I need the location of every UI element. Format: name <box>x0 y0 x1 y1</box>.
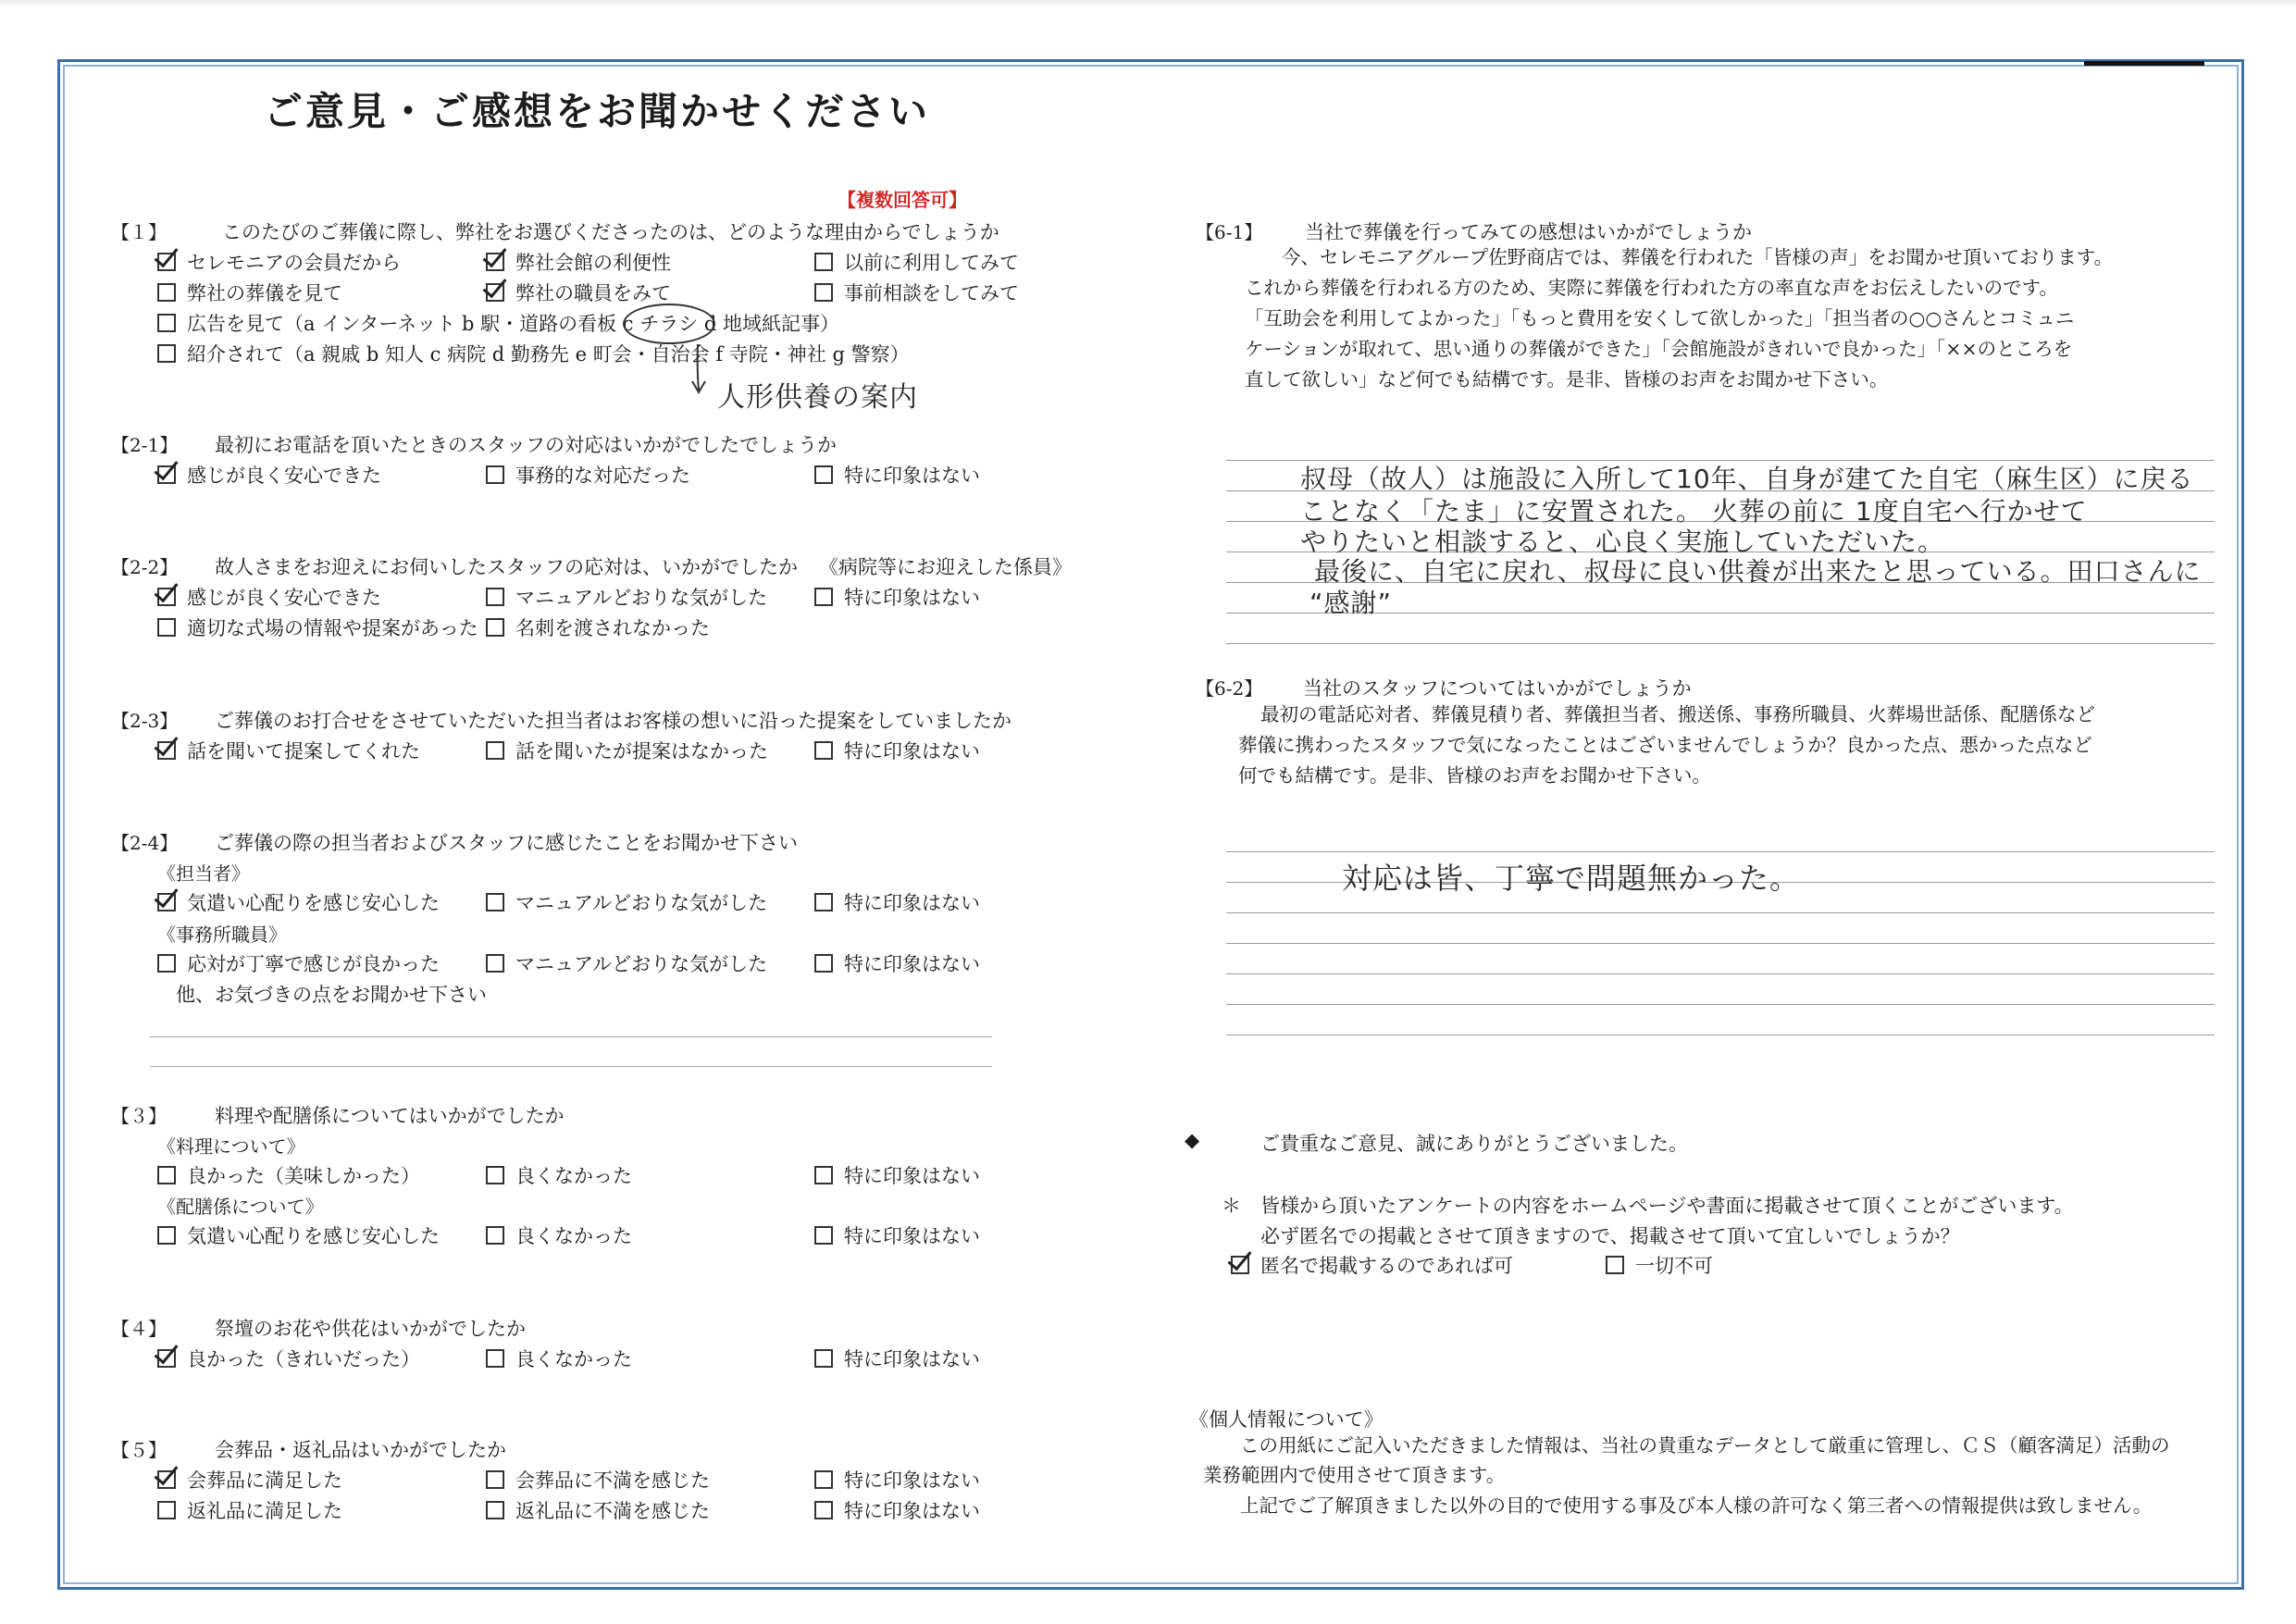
checkbox[interactable] <box>486 1226 504 1245</box>
handwritten-circle <box>623 304 715 344</box>
checkbox[interactable] <box>814 283 833 302</box>
checkbox[interactable] <box>814 893 833 911</box>
checkbox[interactable] <box>157 618 176 637</box>
q1-option[interactable]: 弊社の職員をみて <box>486 279 671 306</box>
scan-mark <box>2084 61 2204 66</box>
q1-ad-option[interactable]: 広告を見て（a インターネット b 駅・道路の看板 c チラシ d 地域紙記事） <box>157 309 839 337</box>
q6-1-body-line: これから葬儀を行われる方のため、実際に葬儀を行われた方の率直な声をお伝えしたいのです。 <box>1245 277 2059 299</box>
checkbox[interactable] <box>814 588 833 606</box>
checkbox[interactable] <box>814 1166 833 1184</box>
q2-2-note: 《病院等にお迎えした係員》 <box>819 556 1072 578</box>
checkbox[interactable] <box>486 1470 504 1489</box>
q3-option[interactable]: 良かった（美味しかった） <box>157 1161 420 1189</box>
q3-option[interactable]: 良くなかった <box>486 1221 632 1249</box>
q1-option[interactable]: 弊社の葬儀を見て <box>157 279 342 306</box>
answer-line[interactable] <box>150 1066 992 1067</box>
q4-number: 【４】 <box>111 1318 167 1340</box>
q2-4-option[interactable]: 特に印象はない <box>814 949 980 977</box>
checkbox[interactable] <box>486 954 504 973</box>
checkbox[interactable] <box>814 465 833 484</box>
q6-1-handwritten-answer: やりたいと相談すると、心良く実施していただいた。 <box>1300 527 1945 557</box>
q6-1-handwritten-answer: “感謝” <box>1309 588 1393 618</box>
checkbox[interactable] <box>486 893 504 911</box>
checkbox[interactable] <box>814 741 833 760</box>
q1-referral-option[interactable]: 紹介されて（a 親戚 b 知人 c 病院 d 勤務先 e 町会・自治会 f 寺院・神社 g 警察） <box>157 340 910 367</box>
q4-option[interactable]: 良かった（きれいだった） <box>157 1345 420 1372</box>
scan-edge <box>0 0 2296 7</box>
q2-1-option[interactable]: 事務的な対応だった <box>486 461 690 489</box>
privacy-line: この用紙にご記入いただきました情報は、当社の貴重なデータとして厳重に管理し、ＣＳ（顧客満足）活動の <box>1240 1434 2170 1457</box>
q6-1-number: 【6-1】 <box>1196 221 1263 243</box>
checkbox[interactable] <box>157 314 176 332</box>
checkbox[interactable] <box>814 954 833 973</box>
q2-4-option[interactable]: 応対が丁寧で感じが良かった <box>157 949 440 977</box>
q2-1-option[interactable]: 感じが良く安心できた <box>157 461 381 489</box>
q6-2-body-line: 葬儀に携わったスタッフで気になったことはございませんでしょうか？良かった点、悪かった点など <box>1238 734 2092 756</box>
checkbox[interactable] <box>157 1166 176 1184</box>
checkbox[interactable] <box>157 1470 176 1489</box>
q2-4-option[interactable]: 気遣い心配りを感じ安心した <box>157 888 440 916</box>
q3-option[interactable]: 気遣い心配りを感じ安心した <box>157 1221 440 1249</box>
q2-2-option[interactable]: 名刺を渡されなかった <box>486 614 710 641</box>
q6-2-handwritten-answer: 対応は皆、丁寧で問題無かった。 <box>1342 861 1801 896</box>
q5-option[interactable]: 会葬品に不満を感じた <box>486 1466 710 1494</box>
privacy-line: 業務範囲内で使用させて頂きます。 <box>1203 1464 1506 1486</box>
q1-handwritten-note: 人形供養の案内 <box>717 381 918 414</box>
q6-1-handwritten-answer: ことなく「たま」に安置された。 火葬の前に 1度自宅へ行かせて <box>1300 496 2088 527</box>
checkbox[interactable] <box>157 1501 176 1519</box>
q2-3-option[interactable]: 話を聞いたが提案はなかった <box>486 737 768 764</box>
q3-sub-serving: 《配膳係について》 <box>157 1196 324 1218</box>
q2-1-option[interactable]: 特に印象はない <box>814 461 980 489</box>
q6-2-number: 【6-2】 <box>1196 677 1263 700</box>
q6-1-handwritten-answer: 叔母（故人）は施設に入所して10年、自身が建てた自宅（麻生区）に戻る <box>1300 464 2194 494</box>
checkbox[interactable] <box>814 253 833 271</box>
q2-3-question: ご葬儀のお打合せをさせていただいた担当者はお客様の想いに沿った提案をしていましたか <box>215 710 1011 732</box>
q6-1-handwritten-answer: 最後に、自宅に戻れ、叔母に良い供養が出来たと思っている。田口さんに <box>1314 556 2202 587</box>
checkbox[interactable] <box>157 344 176 363</box>
answer-line[interactable] <box>1226 973 2215 974</box>
checkbox[interactable] <box>814 1226 833 1245</box>
answer-line[interactable] <box>1226 1004 2215 1005</box>
multiple-answer-note: 【複数回答可】 <box>838 189 967 211</box>
q2-1-number: 【2-1】 <box>111 434 179 456</box>
q1-option[interactable]: 弊社会館の利便性 <box>486 248 671 276</box>
q2-1-question: 最初にお電話を頂いたときのスタッフの対応はいかがでしたでしょうか <box>215 434 837 456</box>
q3-option[interactable]: 特に印象はない <box>814 1221 980 1249</box>
consent-option[interactable]: 一切不可 <box>1606 1251 1713 1279</box>
answer-line[interactable] <box>1226 851 2215 852</box>
q1-option[interactable]: 以前に利用してみて <box>814 248 1019 276</box>
q2-4-option[interactable]: マニュアルどおりな気がした <box>486 888 767 916</box>
q4-option[interactable]: 特に印象はない <box>814 1345 980 1372</box>
q2-2-option[interactable]: 適切な式場の情報や提案があった <box>157 614 478 641</box>
q3-sub-food: 《料理について》 <box>157 1135 305 1158</box>
checkbox[interactable] <box>157 1226 176 1245</box>
consent-question: 必ず匿名での掲載とさせて頂きますので、掲載させて頂いて宜しいでしょうか？ <box>1260 1225 1960 1247</box>
checkbox[interactable] <box>157 465 176 484</box>
checkbox[interactable] <box>486 253 504 271</box>
q6-2-question: 当社のスタッフについてはいかがでしょうか <box>1303 677 1692 700</box>
q2-2-option[interactable]: 感じが良く安心できた <box>157 583 381 611</box>
checkbox[interactable] <box>1606 1256 1624 1274</box>
q1-option[interactable]: 事前相談をしてみて <box>814 279 1019 306</box>
q5-option[interactable]: 特に印象はない <box>814 1466 980 1494</box>
q3-option[interactable]: 良くなかった <box>486 1161 632 1189</box>
privacy-title: 《個人情報について》 <box>1189 1408 1384 1431</box>
q2-2-option[interactable]: マニュアルどおりな気がした <box>486 583 767 611</box>
q2-4-other-prompt: 他、お気づきの点をお聞かせ下さい <box>176 984 487 1006</box>
q4-option[interactable]: 良くなかった <box>486 1345 632 1372</box>
q5-number: 【５】 <box>111 1439 167 1461</box>
q2-4-number: 【2-4】 <box>111 832 179 854</box>
checkbox[interactable] <box>814 1349 833 1368</box>
checkbox[interactable] <box>486 465 504 484</box>
q6-1-body-line: ケーションが取れて、思い通りの葬儀ができた」「会館施設がきれいで良かった」「××のところを <box>1245 338 2073 360</box>
handwritten-arrow <box>685 342 713 398</box>
checkbox[interactable] <box>486 1349 504 1368</box>
q2-4-option[interactable]: 特に印象はない <box>814 888 980 916</box>
diamond-icon: ◆ <box>1185 1129 1200 1151</box>
q6-1-body-line: 「互助会を利用してよかった」「もっと費用を安くして欲しかった」「担当者の○○さんとコミュニ <box>1245 307 2075 329</box>
q1-number: 【１】 <box>111 221 167 243</box>
checkbox[interactable] <box>486 618 504 637</box>
consent-text: 皆様から頂いたアンケートの内容をホームページや書面に掲載させて頂くことがございます。 <box>1260 1195 2074 1217</box>
q3-option[interactable]: 特に印象はない <box>814 1161 980 1189</box>
checkbox[interactable] <box>486 1166 504 1184</box>
q2-2-question: 故人さまをお迎えにお伺いしたスタッフの応対は、いかがでしたか <box>215 556 798 578</box>
q6-2-body-line: 何でも結構です。是非、皆様のお声をお聞かせ下さい。 <box>1238 764 1711 787</box>
q2-2-option[interactable]: 特に印象はない <box>814 583 980 611</box>
q6-1-body-line: 直して欲しい」など何でも結構です。是非、皆様のお声をお聞かせ下さい。 <box>1245 368 1889 391</box>
q1-question: このたびのご葬儀に際し、弊社をお選びくださったのは、どのような理由からでしょうか <box>222 221 999 243</box>
checkbox[interactable] <box>486 588 504 606</box>
q6-1-question: 当社で葬儀を行ってみての感想はいかがでしょうか <box>1305 221 1752 243</box>
asterisk-icon: ＊ <box>1222 1195 1241 1217</box>
checkbox[interactable] <box>814 1470 833 1489</box>
answer-line[interactable] <box>1226 643 2215 644</box>
q5-option[interactable]: 返礼品に満足した <box>157 1496 342 1524</box>
thanks-message: ご貴重なご意見、誠にありがとうございました。 <box>1260 1133 1688 1155</box>
answer-line[interactable] <box>1226 912 2215 913</box>
page-title: ご意見・ご感想をお聞かせください <box>264 89 931 134</box>
q2-2-number: 【2-2】 <box>111 556 179 578</box>
q2-4-sub-office: 《事務所職員》 <box>157 924 287 946</box>
q2-4-sub-staff: 《担当者》 <box>157 862 250 885</box>
q6-2-body-line: 最初の電話応対者、葬儀見積り者、葬儀担当者、搬送係、事務所職員、火葬場世話係、配膳係など <box>1260 703 2095 725</box>
checkbox[interactable] <box>157 893 176 911</box>
checkbox[interactable] <box>157 1349 176 1368</box>
checkbox[interactable] <box>157 588 176 606</box>
q2-4-option[interactable]: マニュアルどおりな気がした <box>486 949 767 977</box>
q1-option[interactable]: セレモニアの会員だから <box>157 248 401 276</box>
q5-option[interactable]: 特に印象はない <box>814 1496 980 1524</box>
checkbox[interactable] <box>157 283 176 302</box>
checkbox[interactable] <box>1231 1256 1249 1274</box>
q4-question: 祭壇のお花や供花はいかがでしたか <box>215 1318 526 1340</box>
q2-4-question: ご葬儀の際の担当者およびスタッフに感じたことをお聞かせ下さい <box>215 832 798 854</box>
checkbox[interactable] <box>486 741 504 760</box>
answer-line[interactable] <box>1226 943 2215 944</box>
checkbox[interactable] <box>486 1501 504 1519</box>
q6-1-body-line: 今、セレモニアグループ佐野商店では、葬儀を行われた「皆様の声」をお聞かせ頂いております。 <box>1282 246 2114 268</box>
q5-question: 会葬品・返礼品はいかがでしたか <box>215 1439 506 1461</box>
checkbox[interactable] <box>486 283 504 302</box>
q5-option[interactable]: 会葬品に満足した <box>157 1466 342 1494</box>
q5-option[interactable]: 返礼品に不満を感じた <box>486 1496 710 1524</box>
q2-3-number: 【2-3】 <box>111 710 179 732</box>
answer-line[interactable] <box>150 1036 992 1037</box>
q3-number: 【３】 <box>111 1105 167 1127</box>
q2-3-option[interactable]: 特に印象はない <box>814 737 980 764</box>
checkbox[interactable] <box>157 954 176 973</box>
checkbox[interactable] <box>814 1501 833 1519</box>
checkbox[interactable] <box>157 253 176 271</box>
q2-3-option[interactable]: 話を聞いて提案してくれた <box>157 737 420 764</box>
checkbox[interactable] <box>157 741 176 760</box>
privacy-line: 上記でご了解頂きました以外の目的で使用する事及び本人様の許可なく第三者への情報提供は致しません。 <box>1240 1494 2153 1517</box>
consent-option[interactable]: 匿名で掲載するのであれば可 <box>1231 1251 1513 1279</box>
q3-question: 料理や配膳係についてはいかがでしたか <box>215 1105 565 1127</box>
